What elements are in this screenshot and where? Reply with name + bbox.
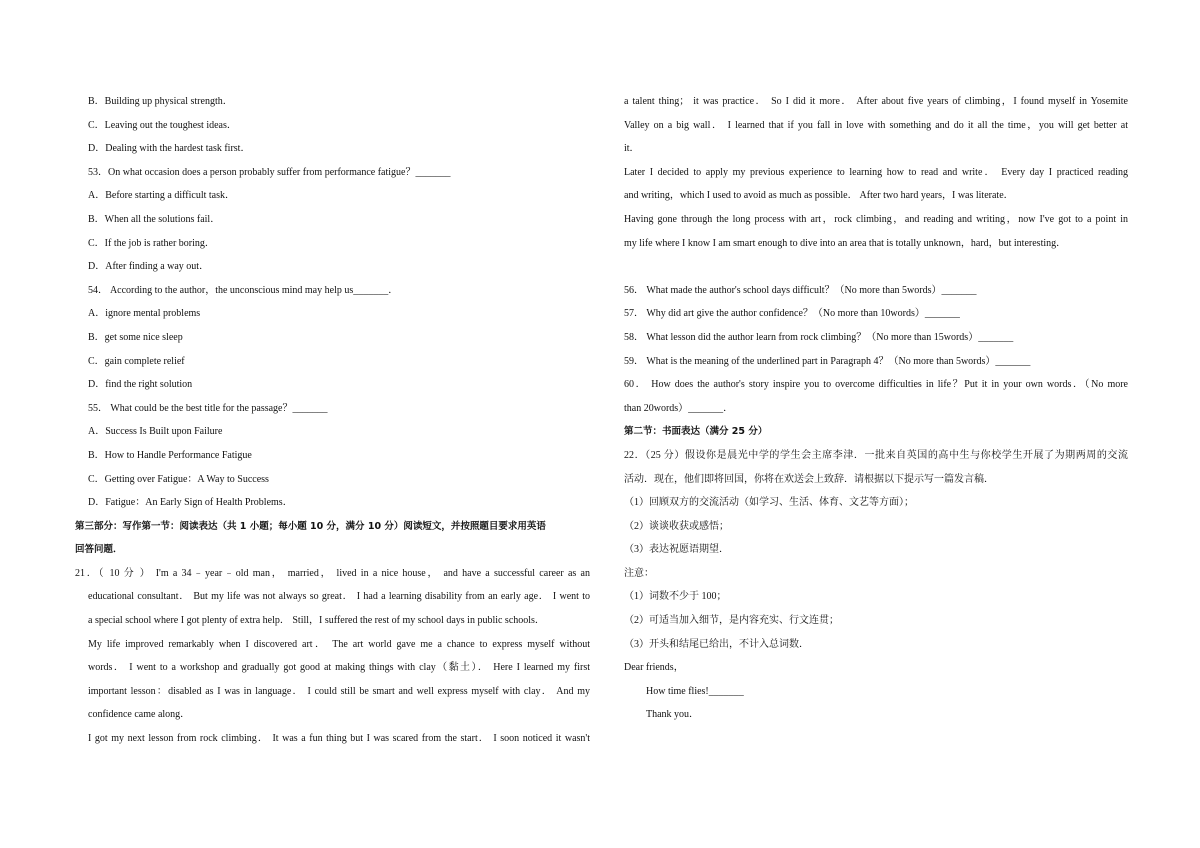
letter-line1: How time flies!_______: [646, 685, 744, 697]
q54-stem: 54． According to the author，the unconscious mind may help us_______．: [88, 284, 399, 296]
note-item: （1）词数不少于 100；: [624, 591, 727, 603]
q22-line2: 活动．现在，他们即将回国，你将在欢送会上致辞．请根据以下提示写一篇发言稿．: [624, 473, 994, 485]
q52-option-d: D．Dealing with the hardest task first．: [88, 143, 251, 155]
part3-heading-line2: 回答问题．: [75, 544, 123, 556]
q22-line1: 22．（25 分）假设你是晨光中学的学生会主席李津．一批来自英国的高中生与你校学生开展了为期两周的交流: [624, 449, 1128, 461]
spacer: [624, 255, 1128, 279]
q52-option-b: B．Building up physical strength．: [88, 96, 233, 107]
passage-line: it．: [624, 143, 640, 155]
q60-line1: 60． How does the author's story inspire you to overcome difficulties in life？Put it in your own words．（No more: [624, 379, 1128, 391]
passage-line: Valley on a big wall． I learned that if you fall in love with something and do it all the time，you will get better at: [624, 119, 1128, 131]
part3-heading-line1: 第三部分：写作第一节：阅读表达（共 1 小题；每小题 10 分，满分 10 分）阅读短文，并按照题目要求用英语: [75, 520, 546, 532]
q57: 57． Why did art give the author confidence？（No more than 10words）_______: [624, 308, 960, 320]
q55-stem: 55． What could be the best title for the passage？_______: [88, 402, 328, 414]
q21-passage-line: important lesson：disabled as I was in language． I could still be smart and well express myself with clay． And my: [88, 685, 590, 697]
note-item: （3）开头和结尾已给出，不计入总词数．: [624, 638, 809, 650]
q59: 59． What is the meaning of the underlined part in Paragraph 4？（No more than 5words）_______: [624, 355, 1031, 367]
q21-passage-line: 21．（ 10 分 ） I'm a 34﹣year﹣old man， married， lived in a nice house， and have a successful career as an: [75, 567, 590, 579]
q60-line2: than 20words）_______．: [624, 402, 734, 414]
q58: 58． What lesson did the author learn from rock climbing？（No more than 15words）_______: [624, 331, 1014, 343]
q53-option-a: A．Before starting a difficult task．: [88, 190, 236, 202]
q55-option-a: A．Success Is Built upon Failure: [88, 426, 223, 438]
prompt-item: （3）表达祝愿语期望．: [624, 544, 729, 556]
notes-title: 注意：: [624, 567, 654, 579]
passage-line: Later I decided to apply my previous experience to learning how to read and write． Every day I practiced reading: [624, 166, 1128, 178]
left-column: [75, 90, 590, 751]
q54-option-d: D．find the right solution: [88, 379, 193, 391]
q53-option-b: B．When all the solutions fail．: [88, 213, 221, 225]
note-item: （2）可适当加入细节，是内容充实、行文连贯；: [624, 615, 839, 627]
passage-line: and writing，which I used to avoid as much as possible． After two hard years，I was literate．: [624, 190, 1014, 202]
q52-option-c: C．Leaving out the toughest ideas．: [88, 119, 237, 131]
q21-passage-line: I got my next lesson from rock climbing． It was a fun thing but I was scared from the start． I soon noticed it wasn't: [88, 733, 590, 745]
q21-passage-line: a special school where I got plenty of extra help． Still，I suffered the rest of my school days in public schools．: [88, 615, 545, 627]
passage-line: a talent thing； it was practice． So I did it more． After about five years of climbing，I found myself in Yosemite: [624, 96, 1128, 107]
q21-passage-line: educational consultant． But my life was not always so great． I had a learning disability from an early age． I went to: [88, 591, 590, 603]
section2-heading: 第二节：书面表达（满分 25 分）: [624, 426, 768, 438]
q55-option-c: C．Getting over Fatigue：A Way to Success: [88, 473, 269, 485]
q55-option-b: B．How to Handle Performance Fatigue: [88, 449, 252, 461]
q53-option-d: D．After finding a way out．: [88, 261, 210, 273]
q56: 56． What made the author's school days difficult？（No more than 5words）_______: [624, 284, 977, 296]
q21-passage-line: confidence came along．: [88, 709, 191, 721]
q54-option-c: C．gain complete relief: [88, 355, 185, 367]
q55-option-d: D．Fatigue：An Early Sign of Health Problems．: [88, 497, 293, 509]
q54-option-a: A．ignore mental problems: [88, 308, 201, 320]
prompt-item: （2）谈谈收获或感悟；: [624, 520, 729, 532]
letter-greeting: Dear friends，: [624, 662, 684, 674]
q54-option-b: B．get some nice sleep: [88, 331, 183, 343]
passage-line: my life where I know I am smart enough to dive into an area that is totally unknown，hard，but interesting．: [624, 237, 1067, 249]
q21-passage-line: My life improved remarkably when I discovered art． The art world gave me a chance to express myself without: [88, 638, 590, 650]
q53-stem: 53．On what occasion does a person probably suffer from performance fatigue？_______: [88, 166, 451, 178]
prompt-item: （1）回顾双方的交流活动（如学习、生活、体育、文艺等方面）；: [624, 497, 914, 509]
q21-passage-line: words． I went to a workshop and gradually got good at making things with clay（黏土）． Here I learned my first: [88, 662, 590, 674]
passage-line: Having gone through the long process with art，rock climbing，and reading and writing，now I've got to a point in: [624, 213, 1128, 225]
q53-option-c: C．If the job is rather boring．: [88, 237, 215, 249]
right-column: [624, 90, 1128, 727]
letter-line2: Thank you．: [646, 709, 700, 721]
